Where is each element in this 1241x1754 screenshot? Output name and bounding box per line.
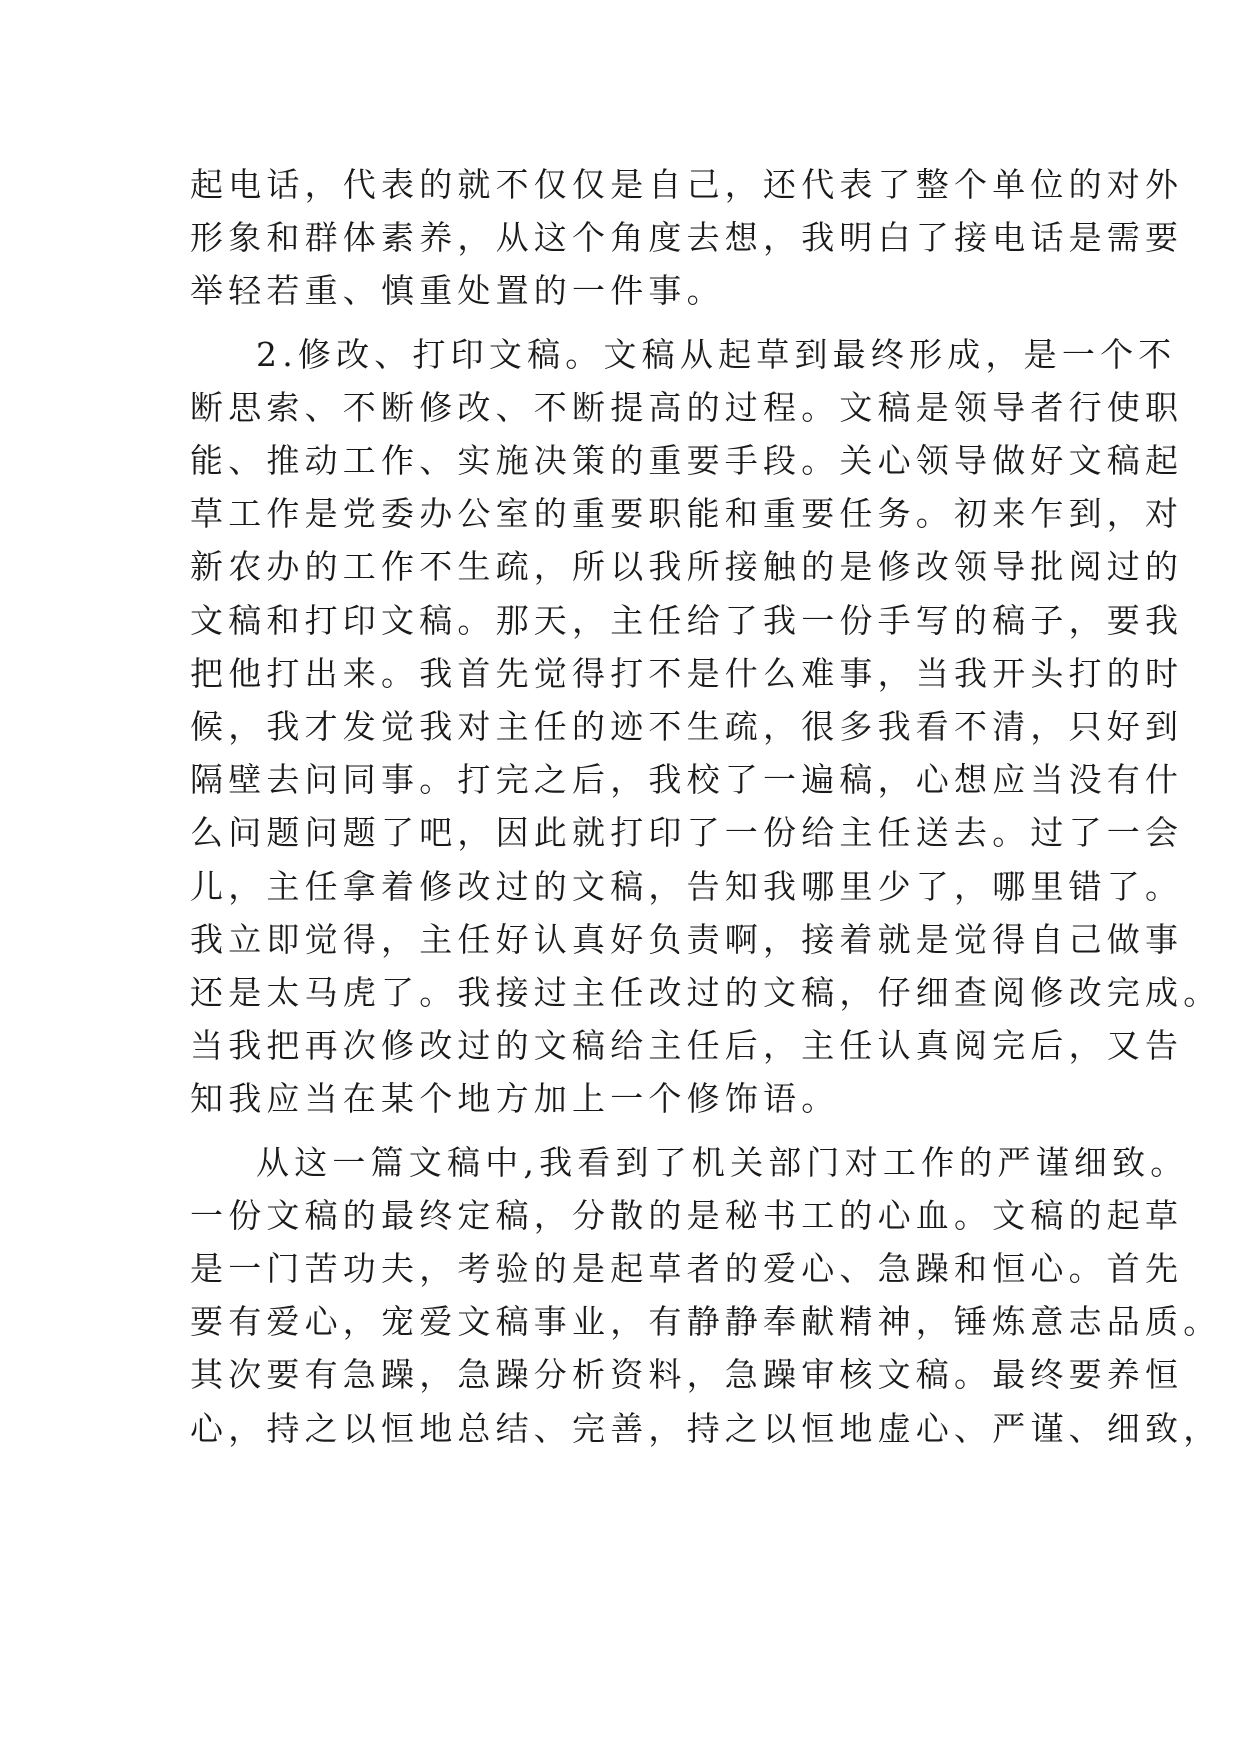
text-line: 草工作是党委办公室的重要职能和重要任务。初来乍到，对 — [190, 494, 1184, 534]
text-line: 断思索、不断修改、不断提高的过程。文稿是领导者行使职 — [190, 387, 1184, 427]
text-line: 文稿和打印文稿。那天，主任给了我一份手写的稿子，要我 — [190, 600, 1184, 640]
text-line: 从这一篇文稿中,我看到了机关部门对工作的严谨细致。 — [256, 1142, 1189, 1182]
text-line: 2.修改、打印文稿。文稿从起草到最终形成，是一个不 — [256, 334, 1177, 374]
paragraph-2 — [190, 328, 1222, 1126]
text-line: 还是太马虎了。我接过主任改过的文稿，仔细查阅修改完成。 — [190, 973, 1222, 1013]
text-line: 要有爱心，宠爱文稿事业，有静静奉献精神，锤炼意志品质。 — [190, 1302, 1222, 1342]
text-line: 我立即觉得，主任好认真好负责啊，接着就是觉得自己做事 — [190, 919, 1184, 959]
text-line: 隔壁去问同事。打完之后，我校了一遍稿，心想应当没有什 — [190, 760, 1184, 800]
text-line: 候，我才发觉我对主任的迹不生疏，很多我看不清，只好到 — [190, 707, 1184, 747]
text-line: 心，持之以恒地总结、完善，持之以恒地虚心、严谨、细致， — [190, 1408, 1222, 1448]
text-line: 一份文稿的最终定稿，分散的是秘书工的心血。文稿的起草 — [190, 1195, 1184, 1235]
text-line: 其次要有急躁，急躁分析资料，急躁审核文稿。最终要养恒 — [190, 1355, 1184, 1395]
text-line: 儿，主任拿着修改过的文稿，告知我哪里少了，哪里错了。 — [190, 866, 1184, 906]
text-line: 知我应当在某个地方加上一个修饰语。 — [190, 1079, 840, 1119]
text-line: 起电话，代表的就不仅仅是自己，还代表了整个单位的对外 — [190, 165, 1184, 204]
document-body — [190, 158, 1222, 1455]
text-line: 形象和群体素养，从这个角度去想，我明白了接电话是需要 — [190, 218, 1184, 258]
paragraph-1 — [190, 158, 1184, 318]
text-line: 把他打出来。我首先觉得打不是什么难事，当我开头打的时 — [190, 653, 1184, 693]
text-line: 当我把再次修改过的文稿给主任后，主任认真阅完后，又告 — [190, 1026, 1184, 1066]
paragraph-3 — [190, 1136, 1222, 1455]
text-line: 举轻若重、慎重处置的一件事。 — [190, 271, 725, 311]
text-line: 新农办的工作不生疏，所以我所接触的是修改领导批阅过的 — [190, 547, 1184, 587]
text-line: 是一门苦功夫，考验的是起草者的爱心、急躁和恒心。首先 — [190, 1249, 1184, 1289]
text-line: 么问题问题了吧，因此就打印了一份给主任送去。过了一会 — [190, 813, 1184, 853]
text-line: 能、推动工作、实施决策的重要手段。关心领导做好文稿起 — [190, 441, 1184, 481]
